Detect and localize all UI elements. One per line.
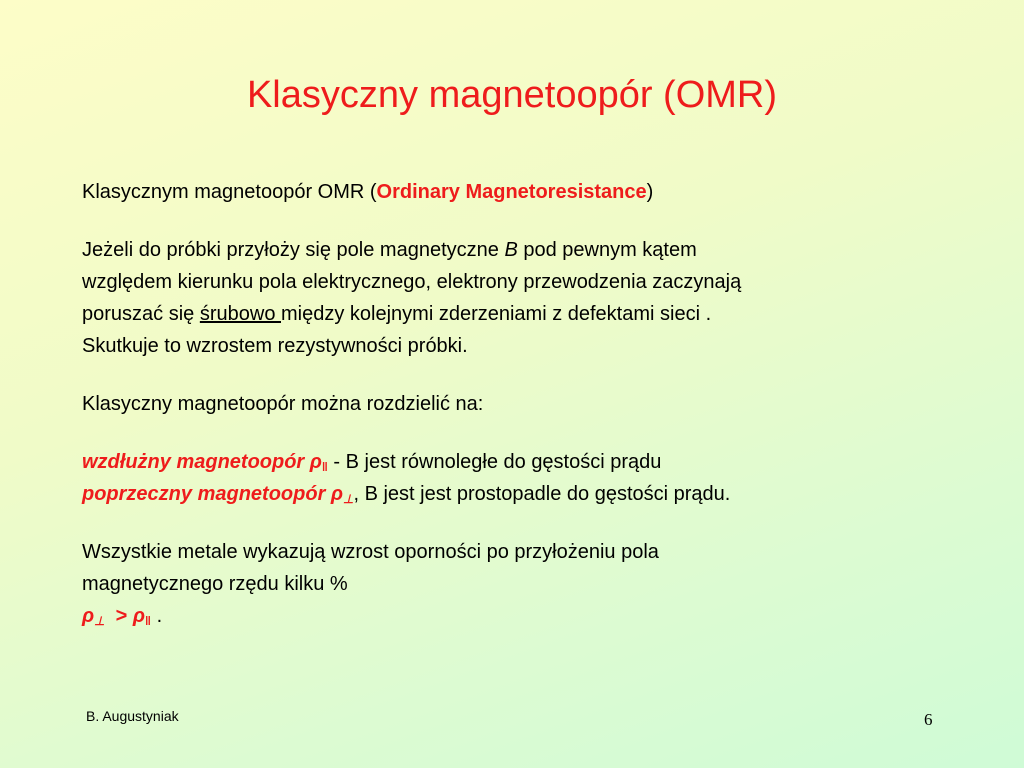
paragraph2-line4: Skutkuje to wzrostem rezystywności próbki. xyxy=(82,335,468,357)
rho-perpendicular: ρ xyxy=(82,605,95,627)
rho-parallel-subscript: ‖ xyxy=(145,614,152,628)
transverse-line xyxy=(82,478,962,510)
transverse-label: poprzeczny magnetoopór ρ xyxy=(82,483,344,505)
paragraph4-line2: magnetycznego rzędu kilku % xyxy=(82,573,348,595)
intro-suffix: ) xyxy=(646,181,654,203)
paragraph2-line3: poruszać się śrubowo między kolejnymi zderzeniami z defektami sieci . xyxy=(82,303,712,325)
field-symbol-b: B xyxy=(504,239,518,261)
rho-parallel: ρ xyxy=(132,605,146,627)
longitudinal-label: wzdłużny magnetoopór ρ xyxy=(82,451,322,473)
inequality xyxy=(82,600,962,632)
transverse-description: , B jest jest prostopadle do gęstości prądu. xyxy=(353,483,731,505)
longitudinal-line xyxy=(82,446,962,478)
inequality-tail: . xyxy=(151,605,163,627)
slide-title: Klasyczny magnetoopór (OMR) xyxy=(246,74,778,116)
footer-author: B. Augustyniak xyxy=(86,708,179,724)
longitudinal-subscript: ‖ xyxy=(321,460,328,474)
slide-body xyxy=(82,176,962,632)
intro-prefix: Klasycznym magnetoopór OMR ( xyxy=(82,181,377,203)
paragraph3: Klasyczny magnetoopór można rozdzielić na: xyxy=(82,393,484,415)
longitudinal-description: - B jest równoległe do gęstości prądu xyxy=(327,451,662,473)
inequality-operator: > xyxy=(104,605,133,627)
page-number: 6 xyxy=(924,710,933,729)
underlined-word: śrubowo xyxy=(199,303,281,325)
rho-perpendicular-subscript: ⊥ xyxy=(94,614,105,628)
intro-term: Ordinary Magnetoresistance xyxy=(376,181,647,203)
paragraph4-line1: Wszystkie metale wykazują wzrost oporności po przyłożeniu pola xyxy=(82,541,659,563)
paragraph2-line2: względem kierunku pola elektrycznego, elektrony przewodzenia zaczynają xyxy=(82,271,742,293)
transverse-subscript: ⊥ xyxy=(343,492,354,506)
paragraph2-line1: Jeżeli do próbki przyłoży się pole magnetyczne B pod pewnym kątem xyxy=(82,239,697,261)
intro-line xyxy=(82,176,962,208)
